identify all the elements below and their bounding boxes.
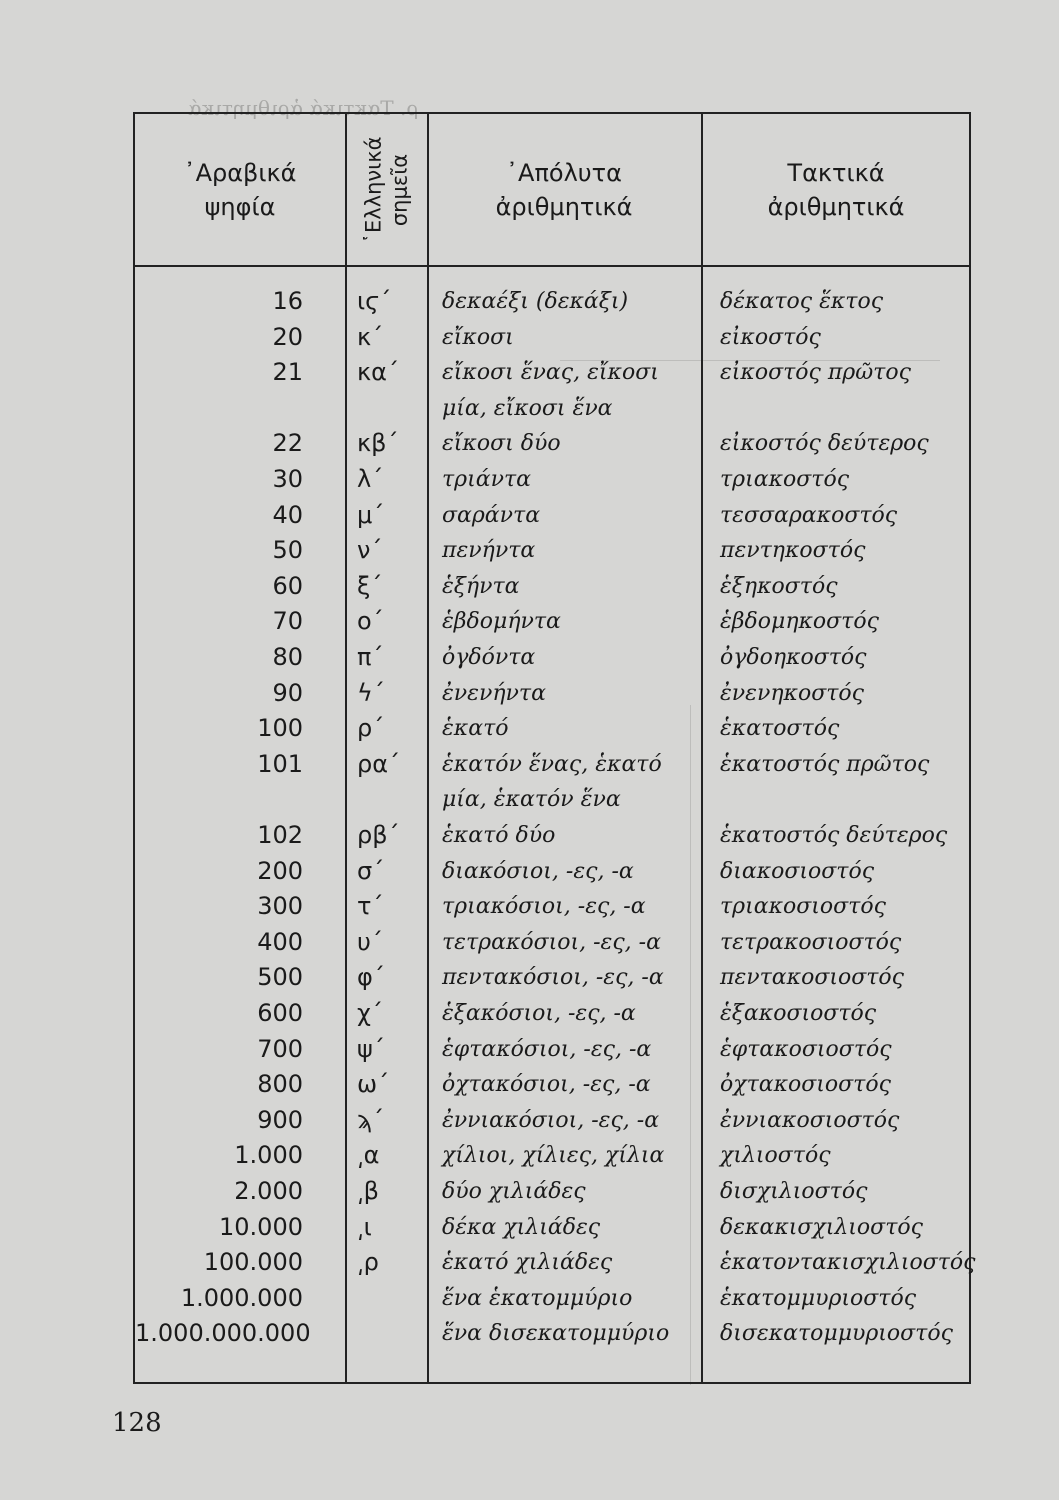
greek-cell: ρα΄	[357, 749, 401, 778]
cardinal-cell: εἴκοσι ἕνας, εἴκοσι	[442, 360, 659, 386]
ordinal-cell: διακοσιοστός	[720, 858, 875, 884]
header-greek	[345, 114, 427, 265]
arabic-cell: 600	[257, 999, 303, 1027]
ordinal-cell: πεντηκοστός	[720, 538, 866, 564]
cardinal-cell: ἐνενήντα	[442, 680, 546, 706]
greek-cell: π΄	[357, 643, 384, 671]
cardinal-cell: ἑξακόσιοι, -ες, -α	[442, 1001, 636, 1026]
header-cardinal	[427, 114, 701, 265]
arabic-cell	[135, 782, 303, 817]
ordinal-cell: εἰκοστός δεύτερος	[720, 431, 929, 457]
table-row	[135, 960, 969, 995]
header-ordinal	[701, 114, 971, 265]
greek-cell: χ΄	[357, 999, 383, 1027]
table-row	[135, 498, 969, 533]
bleed-through-text: ρ. Τακτικά ἀριθμητικά	[188, 96, 419, 120]
cardinal-cell: ἑκατόν ἕνας, ἑκατό	[442, 751, 662, 777]
table-row	[135, 1103, 969, 1138]
header-arabic-line2: ψηφία	[204, 192, 276, 221]
cardinal-cell: πεντακόσιοι, -ες, -α	[442, 965, 664, 991]
greek-cell: ω΄	[357, 1070, 390, 1099]
arabic-cell: 300	[257, 892, 303, 921]
arabic-cell: 70	[272, 607, 303, 636]
cardinal-cell: εἴκοσι	[442, 324, 514, 350]
ordinal-cell: δέκατος ἕκτος	[720, 289, 884, 314]
arabic-cell: 101	[257, 749, 303, 778]
cardinal-cell: ἕνα ἑκατομμύριο	[442, 1285, 633, 1311]
header-arabic	[135, 114, 345, 265]
table-row	[135, 711, 969, 746]
arabic-cell: 10.000	[219, 1212, 303, 1241]
greek-cell: ιϛ΄	[357, 287, 392, 315]
ordinal-cell: ἑβδομηκοστός	[720, 609, 879, 635]
cardinal-cell: διακόσιοι, -ες, -α	[442, 858, 634, 884]
greek-cell	[357, 782, 417, 817]
table-row	[135, 996, 969, 1031]
ordinal-cell: χιλιοστός	[720, 1143, 831, 1169]
header-greek-line2: σημεῖα	[387, 153, 411, 226]
arabic-cell: 1.000.000.000	[135, 1319, 311, 1348]
greek-cell: ͵α	[357, 1141, 380, 1170]
arabic-cell: 1.000.000	[180, 1283, 303, 1312]
table-row	[135, 1281, 969, 1316]
page-number: 128	[112, 1408, 162, 1438]
cardinal-cell: μία, εἴκοσι ἕνα	[442, 395, 613, 421]
table-row	[135, 1032, 969, 1067]
table-row	[135, 640, 969, 675]
table-row	[135, 818, 969, 853]
ordinal-cell: τριακοστός	[720, 467, 850, 492]
cardinal-cell: ἑκατό	[442, 716, 509, 742]
arabic-cell: 30	[272, 465, 303, 493]
greek-cell: ν΄	[357, 536, 383, 565]
greek-cell: ρ΄	[357, 714, 385, 743]
header-ordinal-line1: Τακτικά	[787, 158, 885, 187]
table-row	[135, 462, 969, 497]
table-row	[135, 925, 969, 960]
greek-cell: ϟ΄	[357, 678, 385, 707]
table-row	[135, 569, 969, 604]
header-cardinal-line2: ἀριθμητικά	[495, 192, 633, 221]
ordinal-cell: ἑκατομμυριοστός	[720, 1285, 917, 1311]
greek-cell: ͵ι	[357, 1212, 372, 1241]
cardinal-cell: ἕνα δισεκατομμύριο	[442, 1321, 670, 1347]
table-row	[135, 747, 969, 782]
header-cardinal-line1: ᾿Απόλυτα	[506, 158, 622, 187]
arabic-cell: 102	[257, 821, 303, 849]
cardinal-cell: ἑκατό χιλιάδες	[442, 1250, 613, 1276]
arabic-cell: 20	[272, 322, 303, 351]
table-row	[135, 320, 969, 355]
cardinal-cell: τετρακόσιοι, -ες, -α	[442, 929, 661, 955]
ordinal-cell: ἐνενηκοστός	[720, 680, 864, 706]
arabic-cell: 21	[272, 358, 303, 387]
cardinal-cell: ἑξήντα	[442, 573, 520, 599]
ordinal-cell: ὀγδοηκοστός	[720, 645, 867, 670]
arabic-cell: 1.000	[234, 1141, 303, 1170]
table-row	[135, 604, 969, 639]
cardinal-cell: σαράντα	[442, 502, 541, 528]
table-row	[135, 355, 969, 390]
arabic-cell: 100	[257, 714, 303, 743]
greek-cell	[357, 1281, 417, 1316]
cardinal-cell: ὀχτακόσιοι, -ες, -α	[442, 1072, 651, 1098]
cardinal-cell: χίλιοι, χίλιες, χίλια	[442, 1143, 665, 1169]
arabic-cell: 60	[272, 571, 303, 600]
greek-cell: ο΄	[357, 607, 384, 636]
greek-cell: μ΄	[357, 500, 385, 529]
greek-cell: ψ΄	[357, 1034, 385, 1063]
table-row	[135, 782, 969, 817]
cardinal-cell: τριακόσιοι, -ες, -α	[442, 894, 646, 920]
ordinal-cell: τετρακοσιοστός	[720, 929, 902, 955]
greek-cell: κβ΄	[357, 429, 399, 458]
arabic-cell: 200	[257, 856, 303, 885]
arabic-cell: 22	[272, 429, 303, 458]
ordinal-cell: εἰκοστός πρῶτος	[720, 360, 911, 386]
arabic-cell: 700	[257, 1034, 303, 1063]
cardinal-cell: ἑκατό δύο	[442, 823, 556, 848]
ordinal-cell: ἑκατοστός πρῶτος	[720, 751, 930, 777]
ordinal-cell: ἑξακοσιοστός	[720, 1001, 877, 1026]
ordinal-cell: ἑκατοντακισχιλιοστός	[720, 1250, 976, 1276]
greek-cell: υ΄	[357, 927, 383, 956]
ordinal-cell: ἐννιακοσιοστός	[720, 1107, 900, 1133]
table-row	[135, 533, 969, 568]
cardinal-cell: τριάντα	[442, 467, 531, 492]
table-row	[135, 1067, 969, 1102]
ordinal-cell: ἑξηκοστός	[720, 573, 838, 599]
cardinal-cell: μία, ἑκατόν ἕνα	[442, 787, 621, 813]
ordinal-cell: τεσσαρακοστός	[720, 502, 898, 528]
ordinal-cell: δεκακισχιλιοστός	[720, 1214, 923, 1240]
greek-cell: τ΄	[357, 892, 384, 921]
cardinal-cell: ἑβδομήντα	[442, 609, 561, 635]
ordinal-cell: τριακοσιοστός	[720, 894, 886, 920]
arabic-cell: 80	[272, 643, 303, 671]
arabic-cell: 50	[272, 536, 303, 565]
arabic-cell: 2.000	[234, 1177, 303, 1205]
greek-cell: λ΄	[357, 465, 384, 493]
ordinal-cell: δισεκατομμυριοστός	[720, 1321, 953, 1347]
header-arabic-line1: ᾿Αραβικά	[183, 158, 297, 187]
greek-cell: κα΄	[357, 358, 399, 387]
greek-cell: ρβ΄	[357, 821, 400, 849]
arabic-cell: 500	[257, 963, 303, 992]
greek-cell: ϡ΄	[357, 1105, 385, 1134]
ordinal-cell: ἑφτακοσιοστός	[720, 1036, 892, 1062]
cardinal-cell: ἑφτακόσιοι, -ες, -α	[442, 1036, 652, 1062]
arabic-cell: 100.000	[203, 1248, 303, 1277]
header-greek-line1: ῾Ελληνικά	[361, 136, 385, 243]
ordinal-cell: πεντακοσιοστός	[720, 965, 904, 991]
table-row	[135, 391, 969, 426]
ordinal-cell: δισχιλιοστός	[720, 1179, 868, 1204]
table-row	[135, 854, 969, 889]
greek-cell: ξ΄	[357, 571, 383, 600]
arabic-cell: 90	[272, 678, 303, 707]
greek-cell	[357, 1316, 417, 1351]
greek-cell: ͵ρ	[357, 1248, 379, 1277]
numerals-table	[133, 112, 976, 1384]
arabic-cell: 40	[272, 500, 303, 529]
greek-cell: ͵β	[357, 1177, 379, 1205]
cardinal-cell: δύο χιλιάδες	[442, 1179, 586, 1204]
ordinal-cell: ἑκατοστός δεύτερος	[720, 823, 948, 848]
greek-cell: κ΄	[357, 322, 384, 351]
table-row	[135, 1316, 969, 1351]
table-row	[135, 284, 969, 319]
table-row	[135, 676, 969, 711]
table-row	[135, 1174, 969, 1209]
greek-cell: φ΄	[357, 963, 385, 992]
cardinal-cell: ὀγδόντα	[442, 645, 536, 670]
table-row	[135, 1138, 969, 1173]
greek-cell: σ΄	[357, 856, 385, 885]
greek-cell	[357, 391, 417, 426]
arabic-cell: 16	[272, 287, 303, 315]
ordinal-cell: ἑκατοστός	[720, 716, 840, 742]
table-row	[135, 1245, 976, 1280]
cardinal-cell: δέκα χιλιάδες	[442, 1214, 601, 1240]
cardinal-cell: δεκαέξι (δεκάξι)	[442, 289, 629, 314]
table-row	[135, 889, 969, 924]
header-ordinal-line2: ἀριθμητικά	[767, 192, 905, 221]
cardinal-cell: ἐννιακόσιοι, -ες, -α	[442, 1107, 660, 1133]
cardinal-cell: πενήντα	[442, 538, 536, 564]
arabic-cell: 900	[257, 1105, 303, 1134]
cardinal-cell: εἴκοσι δύο	[442, 431, 561, 457]
table-row	[135, 1210, 969, 1245]
ordinal-cell: εἰκοστός	[720, 324, 821, 350]
arabic-cell	[135, 391, 303, 426]
ordinal-cell: ὀχτακοσιοστός	[720, 1072, 891, 1098]
arabic-cell: 800	[257, 1070, 303, 1099]
table-row	[135, 426, 969, 461]
arabic-cell: 400	[257, 927, 303, 956]
